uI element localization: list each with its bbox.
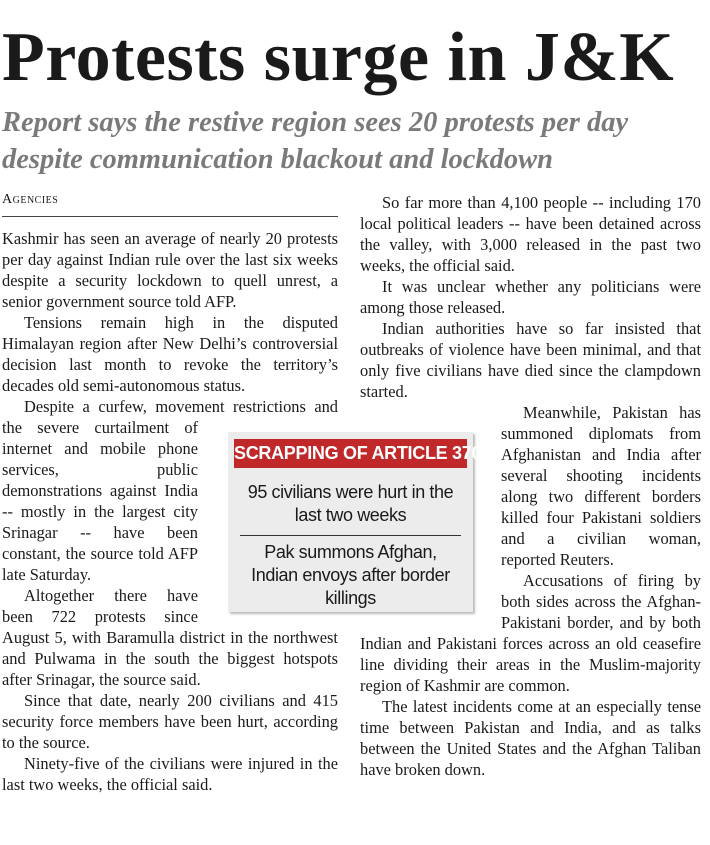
pull-quote-item: Pak summons Afghan, Indian envoys after border killings	[251, 542, 450, 608]
paragraph: It was unclear whether any politicians were among those released.	[360, 277, 701, 317]
paragraph: Accusations of firing by both sides across the Afghan-Pakistani border, and by both Indian and Pakistani forces across an old ceasefire line dividing their areas in the Muslim-majority region of Kashmir are common.	[360, 571, 701, 695]
pull-quote-item: 95 civilians were hurt in the last two weeks	[240, 481, 461, 536]
paragraph: Despite a curfew, movement restrictions and the severe curtailment of internet and mobile phone services, public demonstrations against India -- mostly in the largest city Srinagar -- have been constant, the source told AFP late Saturday.	[2, 397, 338, 584]
paragraph: Ninety-five of the civilians were injured in the last two weeks, the official said.	[2, 754, 338, 794]
paragraph: Altogether there have been 722 protests since August 5, with Baramulla district in the northwest and Pulwama in the south the biggest hotspots after Srinagar, the source said.	[2, 586, 338, 689]
headline: Protests surge in J&K	[2, 19, 675, 96]
paragraph: Kashmir has seen an average of nearly 20 protests per day against Indian rule over the last six weeks despite a security lockdown to quell unrest, a senior government source told AFP.	[2, 229, 338, 311]
pull-quote-header: SCRAPPING OF ARTICLE 370	[234, 439, 467, 468]
subheadline: Report says the restive region sees 20 protests per day despite communication blackout and lockdown	[2, 107, 629, 175]
paragraph: Since that date, nearly 200 civilians and 415 security force members have been hurt, according to the source.	[2, 691, 338, 752]
paragraph: Meanwhile, Pakistan has summoned diplomats from Afghanistan and India after several shooting incidents along two different borders killed four Pakistani soldiers and a civilian woman, reported Reuters.	[501, 403, 701, 569]
byline: Agencies	[2, 190, 338, 217]
paragraph: Indian authorities have so far insisted that outbreaks of violence have been minimal, and that only five civilians have died since the clampdown started.	[360, 319, 701, 401]
paragraph: So far more than 4,100 people -- including 170 local political leaders -- have been detained across the valley, with 3,000 released in the past two weeks, the official said.	[360, 193, 701, 275]
pull-quote-box	[228, 432, 482, 612]
paragraph: Tensions remain high in the disputed Himalayan region after New Delhi’s controversial decision last month to revoke the territory’s decades old semi-autonomous status.	[2, 313, 338, 395]
paragraph: The latest incidents come at an especially tense time between Pakistan and India, and as talks between the United States and the Afghan Taliban have broken down.	[360, 697, 701, 779]
